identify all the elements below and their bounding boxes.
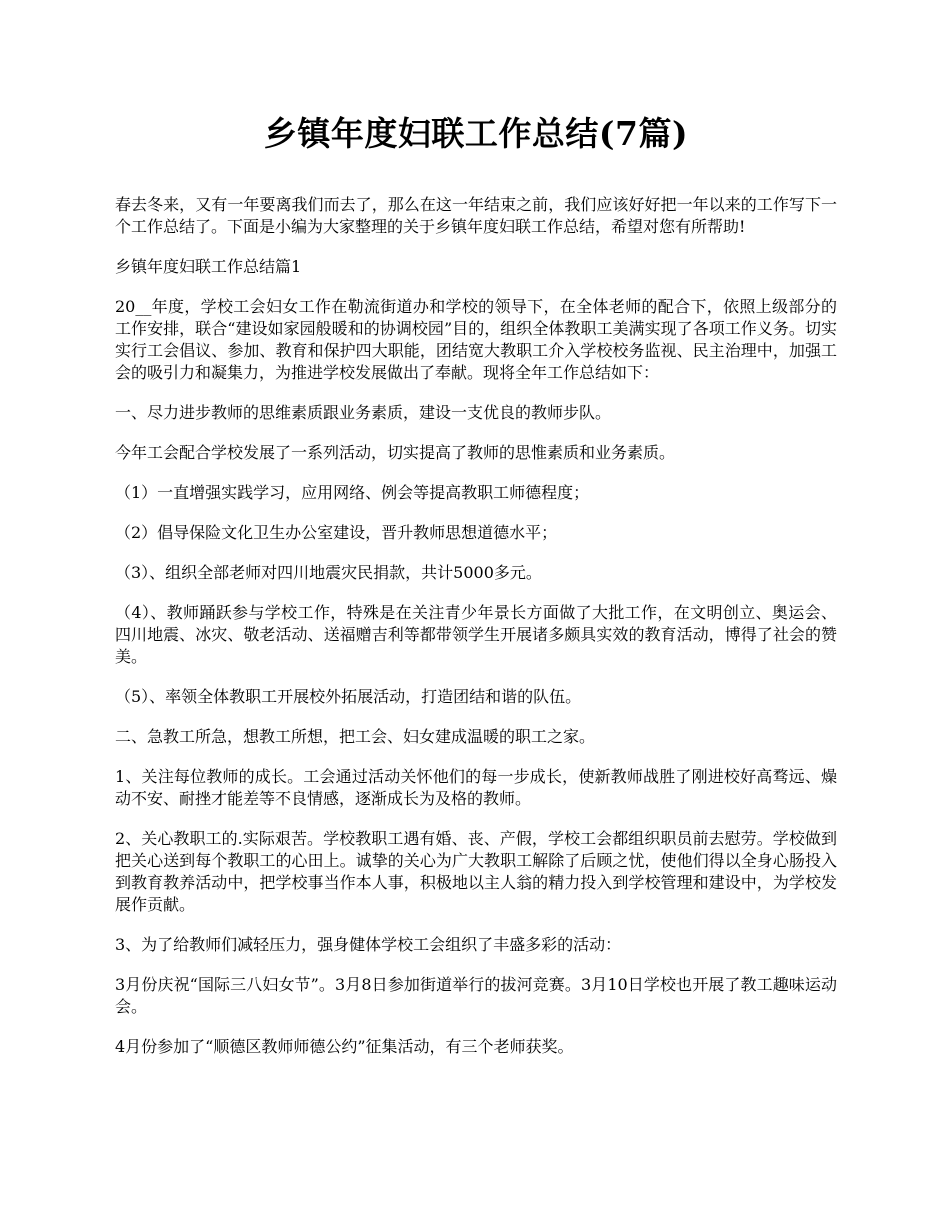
body-paragraph: 1、关注每位教师的成长。工会通过活动关怀他们的每一步成长，使新教师战胜了刚进校好高骛远、燥动不安、耐挫才能差等不良情感，逐渐成长为及格的教师。 (115, 767, 837, 808)
section-heading: 乡镇年度妇联工作总结篇1 (115, 257, 302, 276)
body-paragraph: 3月份庆祝“国际三八妇女节”。3月8日参加街道举行的拔河竞赛。3月10日学校也开展了教工趣味运动会。 (115, 975, 837, 1016)
numbered-heading: 二、急教工所急，想教工所想，把工会、妇女建成温暖的职工之家。 (115, 727, 596, 746)
body-paragraph: 3、为了给教师们减轻压力，强身健体学校工会组织了丰盛多彩的活动： (115, 935, 622, 954)
body-paragraph: 20__年度，学校工会妇女工作在勒流街道办和学校的领导下，在全体老师的配合下，依照上级部分的工作安排，联合“建设如家园般暖和的协调校园”目的，组织全体教职工美满实现了各项工作义务。切实实行工会倡议、参加、教育和保护四大职能，团结宽大教职工介入学校校务监视、民主治理中，加强工会的吸引力和凝集力，为推进学校发展做出了奉献。现将全年工作总结如下： (115, 297, 837, 382)
document-title: 乡镇年度妇联工作总结(7篇) (263, 114, 689, 153)
list-item: （5）、率领全体教职工开展校外拓展活动，打造团结和谐的队伍。 (115, 687, 582, 706)
body-paragraph: 今年工会配合学校发展了一系列活动，切实提高了教师的思惟素质和业务素质。 (115, 443, 676, 462)
list-item: （3）、组织全部老师对四川地震灾民捐款，共计5000多元。 (115, 563, 542, 582)
list-item: （2）倡导保险文化卫生办公室建设，晋升教师思想道德水平； (115, 523, 558, 542)
intro-paragraph: 春去冬来，又有一年要离我们而去了，那么在这一年结束之前，我们应该好好把一年以来的工作写下一个工作总结了。下面是小编为大家整理的关于乡镇年度妇联工作总结，希望对您有所帮助! (115, 195, 837, 236)
body-paragraph: 4月份参加了“顺德区教师师德公约”征集活动，有三个老师获奖。 (115, 1037, 574, 1056)
body-paragraph: 2、关心教职工的.实际艰苦。学校教职工遇有婚、丧、产假，学校工会都组织职员前去慰劳。学校做到把关心送到每个教职工的心田上。诚挚的关心为广大教职工解除了后顾之忧，使他们得以全身心肠投入到教育教养活动中，把学校事当作本人事，积极地以主人翁的精力投入到学校管理和建设中，为学校发展作贡献。 (115, 829, 837, 914)
numbered-heading: 一、尽力进步教师的思维素质跟业务素质，建设一支优良的教师步队。 (115, 403, 612, 422)
document-page (115, 112, 837, 1076)
list-item: （1）一直增强实践学习，应用网络、例会等提高教职工师德程度； (115, 483, 590, 502)
list-item: （4）、教师踊跃参与学校工作，特殊是在关注青少年景长方面做了大批工作，在文明创立、奥运会、四川地震、冰灾、敬老活动、送福赠吉利等都带领学生开展诸多颇具实效的教育活动，博得了社会的赞美。 (115, 603, 837, 666)
